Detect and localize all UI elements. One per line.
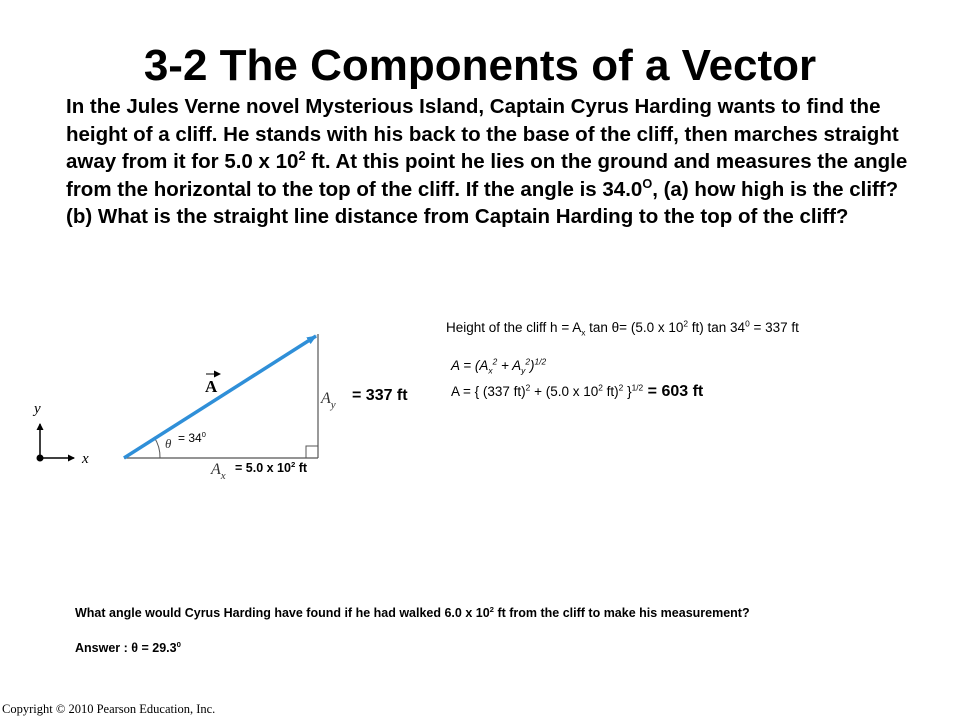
problem-part-2: ft. At this point he lies on the ground and measures the angle from the horizontal to the top of the cliff. If the angle is 34.0 — [66, 150, 908, 201]
theta-label: θ — [165, 436, 172, 451]
magnitude-formula: $A = (A_x^2 + A_y^2)^{1/2}$ — [451, 356, 547, 376]
problem-exponent-2: O — [642, 175, 653, 191]
ax-value: = 5.0 x $10^2$ ft — [235, 459, 308, 475]
ay-label: $A_y$ — [321, 390, 336, 411]
magnitude-calculation: A = { (337 ft)$^2$ + (5.0 x $10^2$ ft)$^2$ }$^{1/2}$ = 603 ft — [451, 382, 704, 400]
followup-answer: Answer : $\theta = 29.3^0$ — [75, 639, 181, 655]
ax-label: $A_x$ — [211, 461, 226, 482]
problem-exponent-1: 2 — [298, 148, 306, 164]
angle-value: = $34^0$ — [178, 430, 206, 445]
axis-x-label: x — [82, 451, 89, 467]
problem-part-3: , (a) how high is the cliff? (b) What is the straight line distance from Captain Harding to the top of the cliff? — [66, 177, 899, 229]
magnitude-result: = 603 ft — [643, 383, 704, 400]
problem-part-1: In the Jules Verne novel Mysterious Island, Captain Cyrus Harding wants to find the height of a cliff. He stands with his back to the base of the cliff, then marches straight away from it for 5.0 x 10 — [66, 95, 899, 174]
followup-question: What angle would Cyrus Harding have found if he had walked 6.0 x $10^2$ ft from the cliff to make his measurement? — [75, 604, 750, 620]
height-equation: Height of the cliff $h = A_x$ tan θ= (5.0 x $10^2$ ft) $\tan 34^0 = 337$ ft — [446, 318, 799, 338]
vector-a-arrow — [124, 336, 316, 458]
right-angle-mark — [306, 446, 318, 458]
vector-a-label: A — [205, 377, 218, 396]
copyright-notice: Copyright © 2010 Pearson Education, Inc. — [2, 702, 216, 716]
ay-value: = 337 ft — [352, 387, 408, 404]
axes-icon — [32, 401, 89, 467]
axis-y-label: y — [34, 401, 41, 417]
slide-title: 3-2 The Components of a Vector — [143, 41, 817, 90]
